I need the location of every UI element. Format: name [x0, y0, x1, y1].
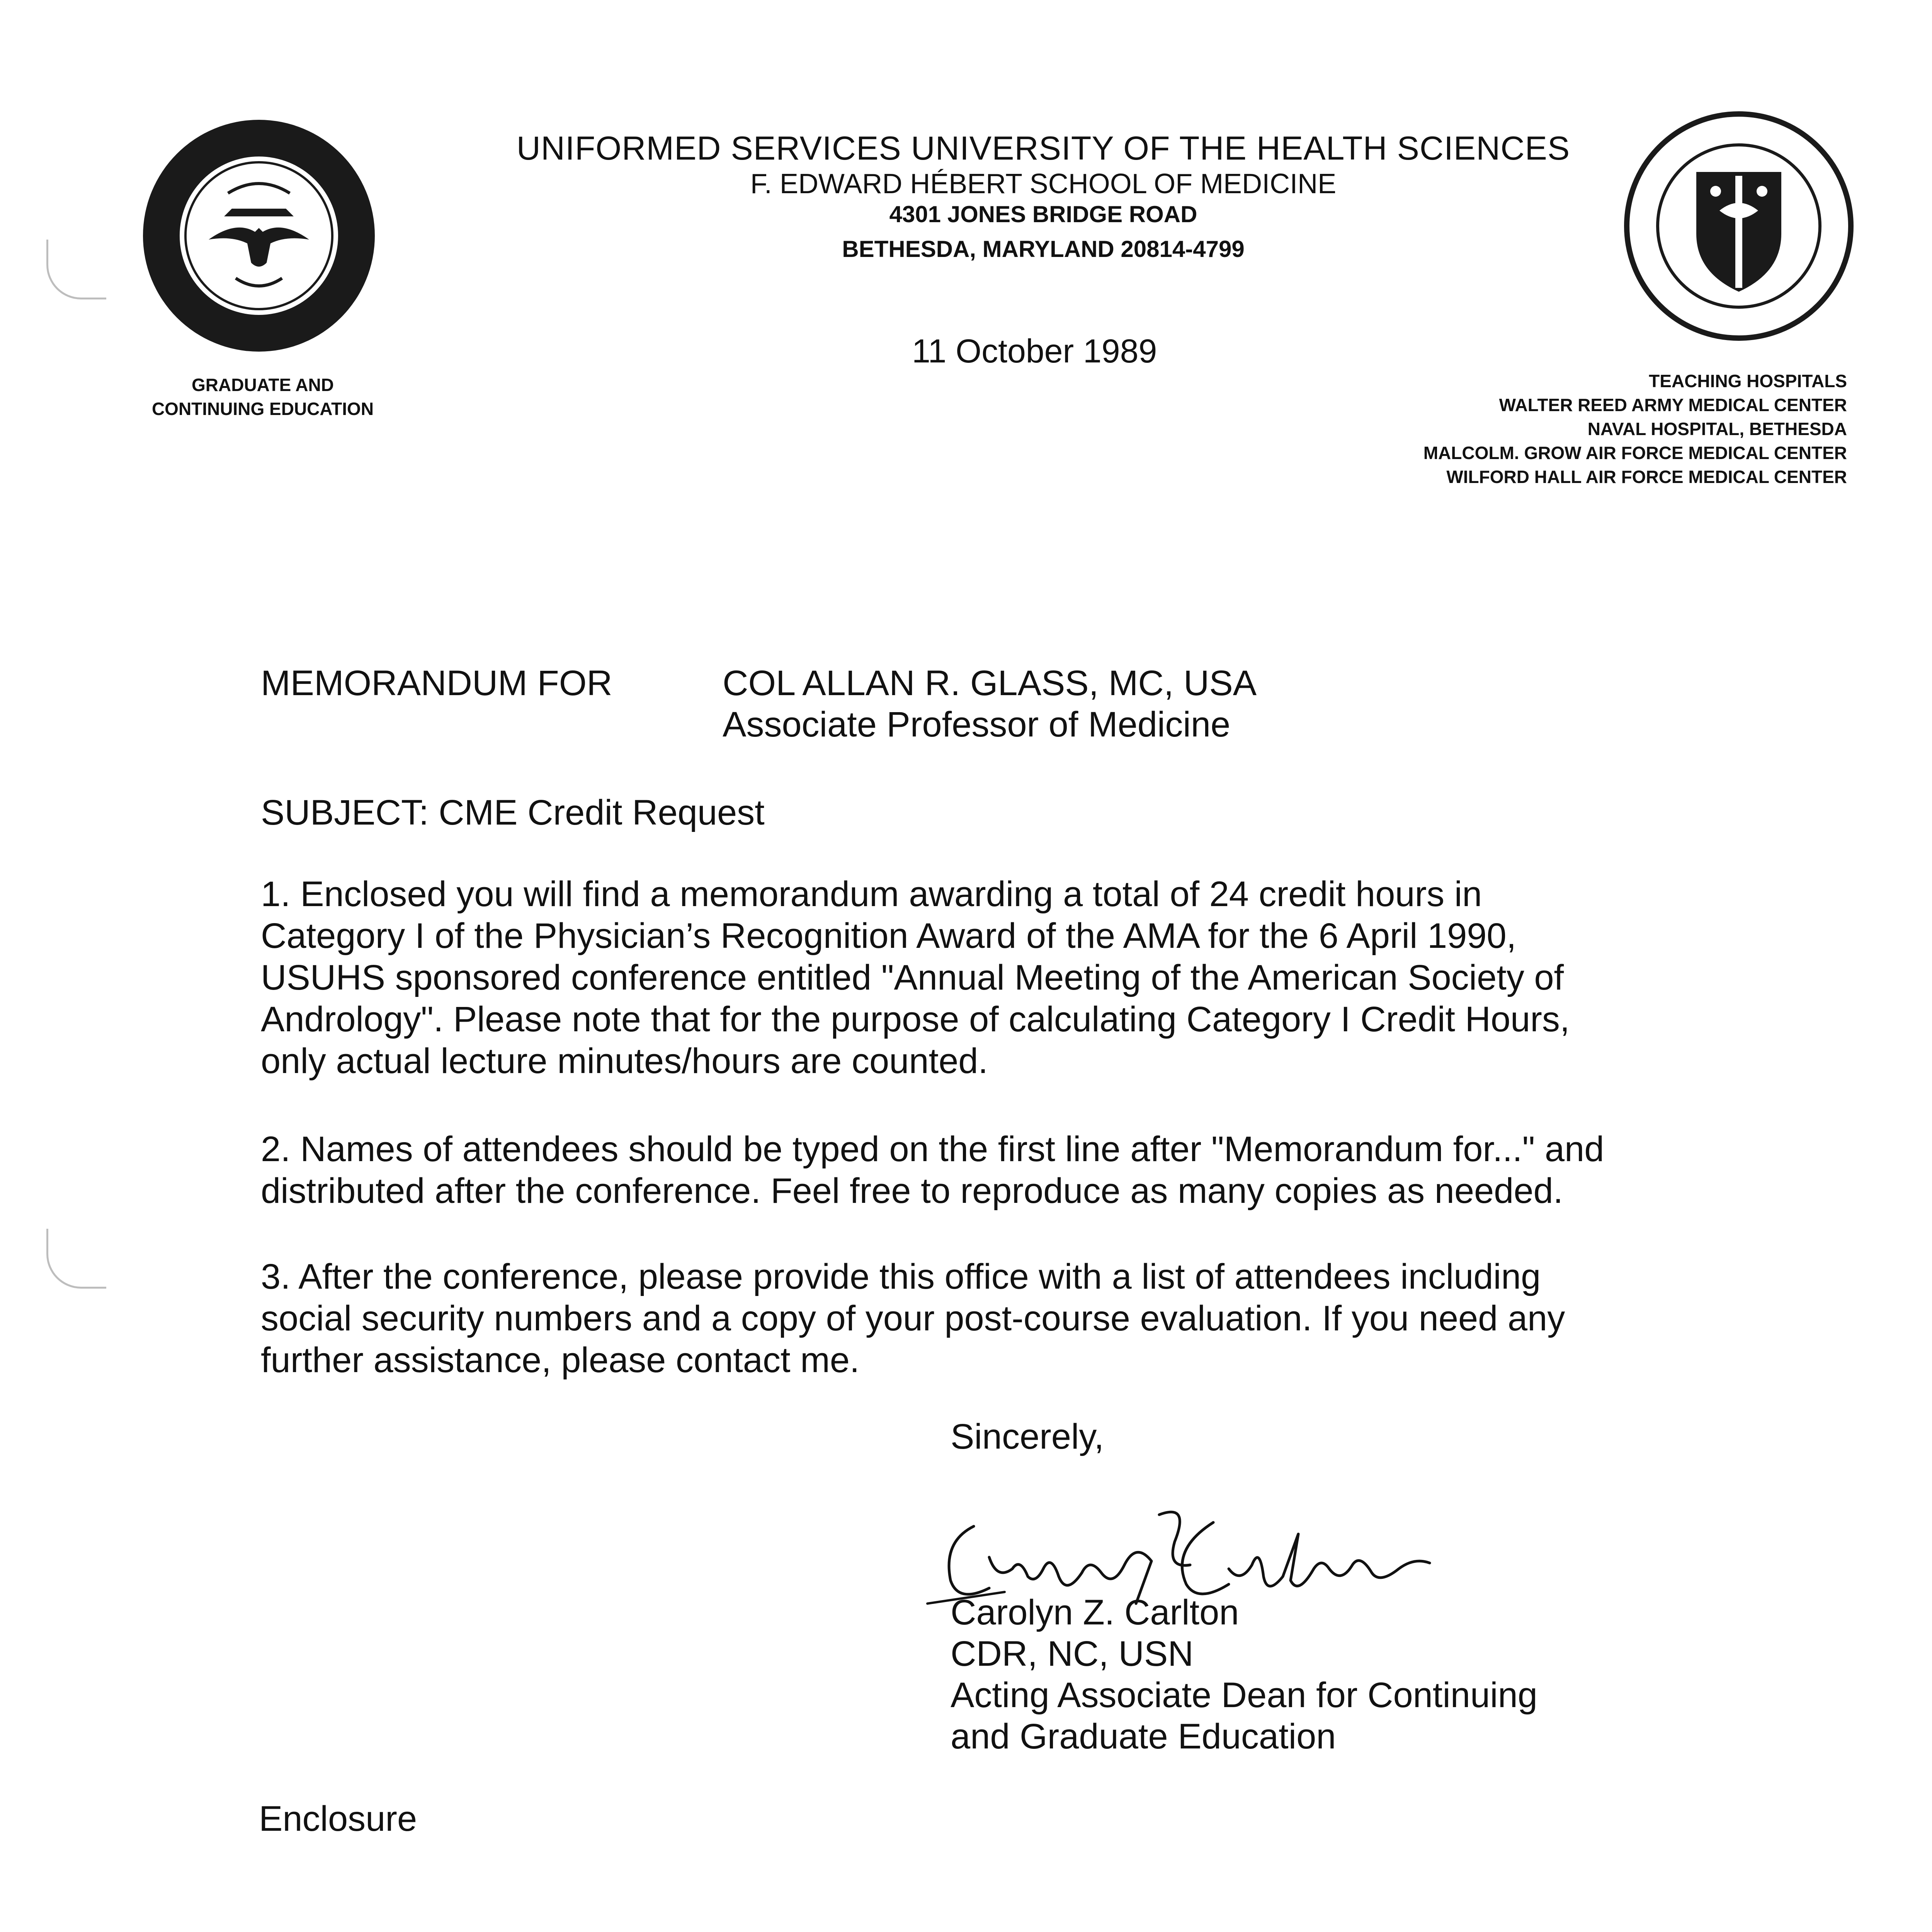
paragraph-line: 3. After the conference, please provide this office with a list of attendees including [261, 1257, 1541, 1296]
teaching-hospital: MALCOLM. GROW AIR FORCE MEDICAL CENTER [1423, 443, 1847, 463]
paragraph-line: only actual lecture minutes/hours are counted. [261, 1041, 988, 1081]
letterhead-school: F. EDWARD HÉBERT SCHOOL OF MEDICINE [750, 168, 1337, 199]
letterhead-street: 4301 JONES BRIDGE ROAD [889, 201, 1197, 227]
teaching-hospital: WALTER REED ARMY MEDICAL CENTER [1499, 395, 1847, 415]
memo-subject: SUBJECT: CME Credit Request [261, 793, 765, 832]
teaching-hospital: NAVAL HOSPITAL, BETHESDA [1587, 419, 1847, 439]
hole-punch-mark [46, 1229, 106, 1289]
signer-title: and Graduate Education [951, 1717, 1336, 1756]
paragraph-line: 1. Enclosed you will find a memorandum awarding a total of 24 credit hours in [261, 874, 1482, 914]
shield-icon [1696, 172, 1781, 292]
closing-salutation: Sincerely, [951, 1417, 1104, 1456]
paragraph-line: distributed after the conference. Feel free to reproduce as many copies as needed. [261, 1171, 1563, 1211]
dod-seal [139, 116, 379, 355]
teaching-hospital: WILFORD HALL AIR FORCE MEDICAL CENTER [1446, 467, 1847, 487]
recipient-title: Associate Professor of Medicine [723, 705, 1231, 744]
paragraph-line: USUHS sponsored conference entitled "Annual Meeting of the American Society of [261, 958, 1564, 997]
department-line: CONTINUING EDUCATION [151, 399, 374, 419]
recipient-name: COL ALLAN R. GLASS, MC, USA [723, 663, 1257, 703]
signer-title: Acting Associate Dean for Continuing [951, 1675, 1537, 1715]
letterhead-city: BETHESDA, MARYLAND 20814-4799 [842, 236, 1245, 262]
paragraph-3 [261, 1256, 1748, 1381]
paragraph-line: Category I of the Physician’s Recognition Award of the AMA for the 6 April 1990, [261, 916, 1517, 956]
paragraph-line: 2. Names of attendees should be typed on the first line after "Memorandum for..." and [261, 1129, 1604, 1169]
signer-name: Carolyn Z. Carlton [951, 1593, 1239, 1632]
memo-recipient [723, 663, 1257, 745]
teaching-hospitals-title: TEACHING HOSPITALS [1649, 371, 1847, 391]
signer-rank: CDR, NC, USN [951, 1634, 1194, 1673]
enclosure-note: Enclosure [259, 1799, 417, 1838]
paragraph-2 [261, 1128, 1748, 1212]
paragraph-line: Andrology". Please note that for the purpose of calculating Category I Credit Hours, [261, 1000, 1570, 1039]
department-line: GRADUATE AND [192, 375, 334, 395]
memo-label: MEMORANDUM FOR [261, 663, 612, 703]
letterhead-institution: UNIFORMED SERVICES UNIVERSITY OF THE HEALTH SCIENCES [516, 130, 1570, 167]
teaching-hospitals [1229, 369, 1847, 489]
signature-block [951, 1592, 1537, 1757]
paragraph-1 [261, 873, 1748, 1082]
paragraph-line: further assistance, please contact me. [261, 1340, 860, 1380]
letter-date: 11 October 1989 [912, 333, 1157, 370]
paragraph-line: social security numbers and a copy of your post-course evaluation. If you need any [261, 1299, 1565, 1338]
hole-punch-mark [46, 240, 106, 299]
department-label [128, 373, 398, 421]
